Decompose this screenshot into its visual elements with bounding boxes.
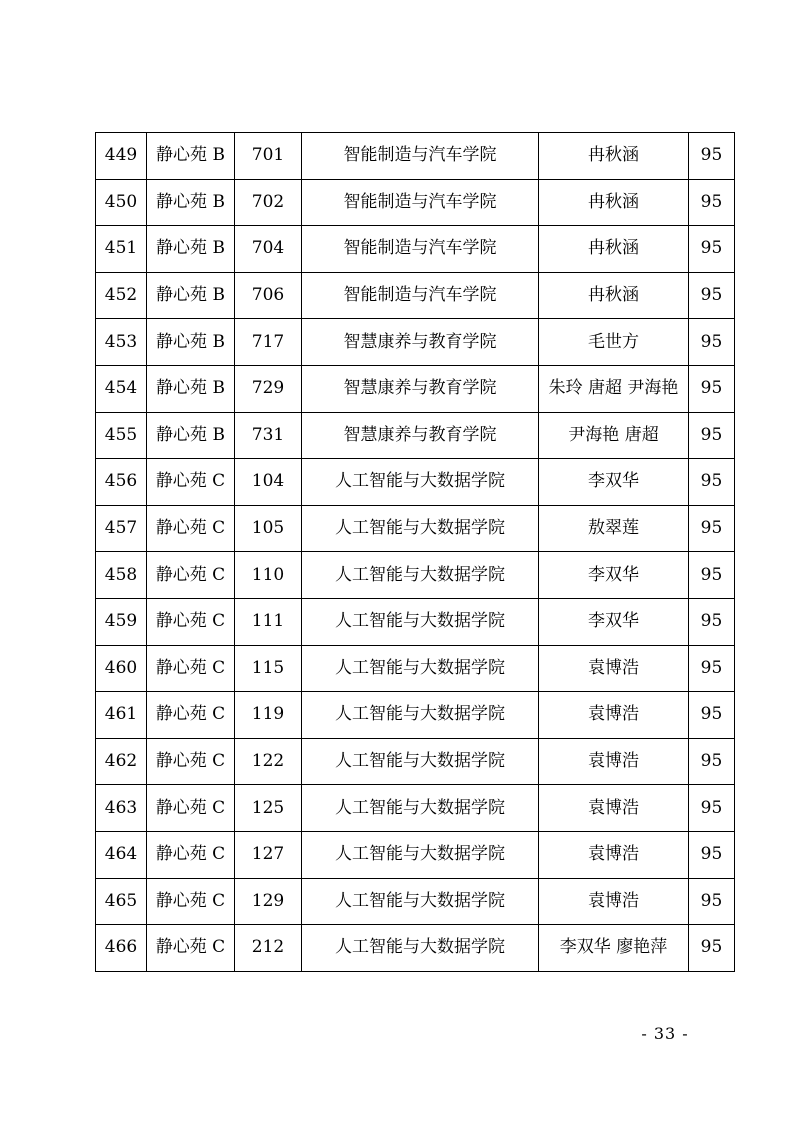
- table-row: [96, 785, 735, 832]
- cell-number: 466: [96, 925, 147, 972]
- cell-people: 冉秋涵: [539, 133, 689, 180]
- cell-building: 静心苑 B: [147, 272, 235, 319]
- cell-building: 静心苑 C: [147, 505, 235, 552]
- table-row: [96, 552, 735, 599]
- cell-building: 静心苑 C: [147, 552, 235, 599]
- cell-college: 人工智能与大数据学院: [302, 738, 539, 785]
- table-row: [96, 272, 735, 319]
- cell-people: 袁博浩: [539, 645, 689, 692]
- cell-college: 人工智能与大数据学院: [302, 645, 539, 692]
- cell-building: 静心苑 C: [147, 459, 235, 506]
- table-row: [96, 226, 735, 273]
- cell-score: 95: [689, 505, 735, 552]
- table-row: [96, 831, 735, 878]
- cell-people: 毛世方: [539, 319, 689, 366]
- cell-number: 449: [96, 133, 147, 180]
- cell-college: 智能制造与汽车学院: [302, 226, 539, 273]
- cell-college: 人工智能与大数据学院: [302, 785, 539, 832]
- cell-people: 朱玲 唐超 尹海艳: [539, 365, 689, 412]
- cell-college: 智慧康养与教育学院: [302, 365, 539, 412]
- cell-people: 袁博浩: [539, 878, 689, 925]
- cell-people: 敖翠莲: [539, 505, 689, 552]
- cell-number: 455: [96, 412, 147, 459]
- cell-people: 李双华: [539, 552, 689, 599]
- page-number: - 33 -: [641, 1024, 689, 1043]
- cell-college: 人工智能与大数据学院: [302, 692, 539, 739]
- cell-room: 212: [235, 925, 302, 972]
- table-row: [96, 925, 735, 972]
- cell-number: 460: [96, 645, 147, 692]
- cell-room: 119: [235, 692, 302, 739]
- cell-people: 冉秋涵: [539, 272, 689, 319]
- cell-building: 静心苑 C: [147, 878, 235, 925]
- cell-number: 451: [96, 226, 147, 273]
- cell-college: 人工智能与大数据学院: [302, 552, 539, 599]
- cell-number: 458: [96, 552, 147, 599]
- table-row: [96, 365, 735, 412]
- table-row: [96, 692, 735, 739]
- table-body: [96, 133, 735, 972]
- cell-score: 95: [689, 226, 735, 273]
- table-row: [96, 319, 735, 366]
- table-row: [96, 878, 735, 925]
- cell-building: 静心苑 C: [147, 738, 235, 785]
- table-row: [96, 645, 735, 692]
- cell-number: 456: [96, 459, 147, 506]
- cell-people: 李双华 廖艳萍: [539, 925, 689, 972]
- cell-building: 静心苑 C: [147, 645, 235, 692]
- cell-room: 717: [235, 319, 302, 366]
- cell-building: 静心苑 B: [147, 226, 235, 273]
- cell-room: 706: [235, 272, 302, 319]
- cell-room: 704: [235, 226, 302, 273]
- cell-number: 464: [96, 831, 147, 878]
- cell-room: 105: [235, 505, 302, 552]
- table-row: [96, 459, 735, 506]
- cell-people: 李双华: [539, 459, 689, 506]
- cell-college: 人工智能与大数据学院: [302, 505, 539, 552]
- dormitory-score-table: [95, 132, 735, 972]
- cell-college: 人工智能与大数据学院: [302, 831, 539, 878]
- cell-score: 95: [689, 785, 735, 832]
- cell-score: 95: [689, 272, 735, 319]
- cell-room: 729: [235, 365, 302, 412]
- cell-people: 袁博浩: [539, 738, 689, 785]
- cell-college: 智慧康养与教育学院: [302, 412, 539, 459]
- cell-building: 静心苑 B: [147, 319, 235, 366]
- cell-score: 95: [689, 319, 735, 366]
- cell-score: 95: [689, 133, 735, 180]
- cell-room: 111: [235, 598, 302, 645]
- cell-people: 袁博浩: [539, 831, 689, 878]
- cell-college: 人工智能与大数据学院: [302, 598, 539, 645]
- cell-college: 智能制造与汽车学院: [302, 133, 539, 180]
- cell-building: 静心苑 B: [147, 365, 235, 412]
- cell-number: 454: [96, 365, 147, 412]
- dormitory-score-table-container: [95, 132, 734, 972]
- table-row: [96, 179, 735, 226]
- cell-score: 95: [689, 925, 735, 972]
- cell-college: 人工智能与大数据学院: [302, 459, 539, 506]
- table-row: [96, 598, 735, 645]
- cell-score: 95: [689, 645, 735, 692]
- cell-people: 袁博浩: [539, 692, 689, 739]
- table-row: [96, 738, 735, 785]
- cell-score: 95: [689, 738, 735, 785]
- cell-number: 465: [96, 878, 147, 925]
- cell-number: 463: [96, 785, 147, 832]
- cell-college: 人工智能与大数据学院: [302, 878, 539, 925]
- cell-room: 127: [235, 831, 302, 878]
- cell-college: 智能制造与汽车学院: [302, 272, 539, 319]
- cell-score: 95: [689, 692, 735, 739]
- cell-number: 450: [96, 179, 147, 226]
- cell-number: 452: [96, 272, 147, 319]
- cell-score: 95: [689, 459, 735, 506]
- cell-score: 95: [689, 412, 735, 459]
- cell-number: 459: [96, 598, 147, 645]
- table-row: [96, 412, 735, 459]
- cell-score: 95: [689, 878, 735, 925]
- cell-people: 李双华: [539, 598, 689, 645]
- cell-people: 尹海艳 唐超: [539, 412, 689, 459]
- cell-room: 701: [235, 133, 302, 180]
- cell-building: 静心苑 C: [147, 925, 235, 972]
- cell-building: 静心苑 B: [147, 133, 235, 180]
- cell-people: 冉秋涵: [539, 179, 689, 226]
- cell-college: 智能制造与汽车学院: [302, 179, 539, 226]
- table-row: [96, 133, 735, 180]
- cell-building: 静心苑 B: [147, 179, 235, 226]
- cell-room: 702: [235, 179, 302, 226]
- cell-building: 静心苑 B: [147, 412, 235, 459]
- cell-score: 95: [689, 598, 735, 645]
- cell-college: 人工智能与大数据学院: [302, 925, 539, 972]
- cell-building: 静心苑 C: [147, 598, 235, 645]
- cell-number: 453: [96, 319, 147, 366]
- cell-building: 静心苑 C: [147, 785, 235, 832]
- cell-score: 95: [689, 365, 735, 412]
- cell-room: 104: [235, 459, 302, 506]
- cell-people: 冉秋涵: [539, 226, 689, 273]
- cell-score: 95: [689, 552, 735, 599]
- cell-room: 122: [235, 738, 302, 785]
- cell-room: 129: [235, 878, 302, 925]
- cell-room: 110: [235, 552, 302, 599]
- cell-room: 125: [235, 785, 302, 832]
- cell-room: 731: [235, 412, 302, 459]
- cell-number: 457: [96, 505, 147, 552]
- cell-room: 115: [235, 645, 302, 692]
- cell-building: 静心苑 C: [147, 692, 235, 739]
- cell-building: 静心苑 C: [147, 831, 235, 878]
- cell-college: 智慧康养与教育学院: [302, 319, 539, 366]
- cell-number: 461: [96, 692, 147, 739]
- cell-people: 袁博浩: [539, 785, 689, 832]
- table-row: [96, 505, 735, 552]
- cell-score: 95: [689, 831, 735, 878]
- cell-number: 462: [96, 738, 147, 785]
- cell-score: 95: [689, 179, 735, 226]
